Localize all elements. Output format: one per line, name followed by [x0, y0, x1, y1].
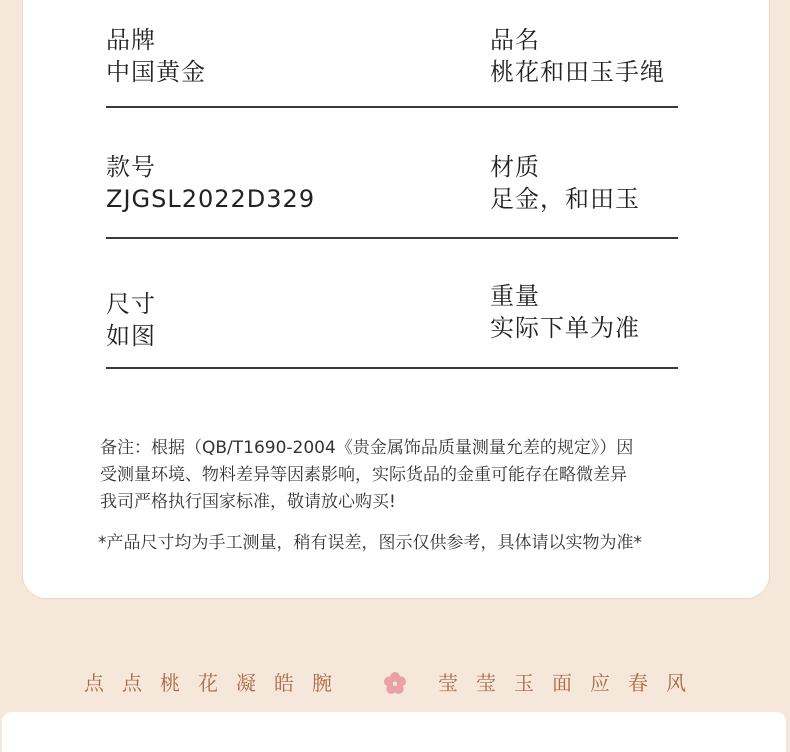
- note-line: 受测量环境、物料差异等因素影响，实际货品的金重可能存在略微差异: [100, 465, 627, 485]
- note-line: 备注：根据（QB/T1690-2004《贵金属饰品质量测量允差的规定》）因: [100, 438, 634, 458]
- spec-key: 品牌: [106, 26, 156, 54]
- spec-cell-size: [106, 288, 156, 352]
- spec-key: 材质: [490, 153, 540, 181]
- spec-key: 款号: [106, 153, 156, 181]
- spec-value: 足金，和田玉: [490, 185, 640, 213]
- spec-key: 品名: [490, 26, 540, 54]
- spec-cell-weight: [490, 280, 640, 344]
- slogan-bar: [0, 668, 790, 698]
- spec-row-size: [106, 0, 678, 370]
- slogan-right: 莹莹玉面应春风: [438, 671, 704, 695]
- spec-value: 桃花和田玉手绳: [490, 58, 665, 86]
- spec-value: 中国黄金: [106, 58, 206, 86]
- size-disclaimer: *产品尺寸均为手工测量，稍有误差，图示仅供参考，具体请以实物为准*: [98, 533, 642, 553]
- spec-value: 实际下单为准: [490, 314, 640, 342]
- spec-key: 重量: [490, 282, 540, 310]
- peach-blossom-icon: [383, 671, 407, 695]
- spec-value: ZJGSL2022D329: [106, 185, 316, 213]
- spec-value: 如图: [106, 322, 156, 350]
- note-line: 我司严格执行国家标准，敬请放心购买!: [100, 492, 396, 512]
- slogan-left: 点点桃花凝皓腕: [84, 671, 350, 695]
- row-divider: [106, 367, 678, 369]
- next-section-panel: [2, 712, 786, 752]
- weight-note: [100, 435, 700, 516]
- spec-key: 尺寸: [106, 290, 156, 318]
